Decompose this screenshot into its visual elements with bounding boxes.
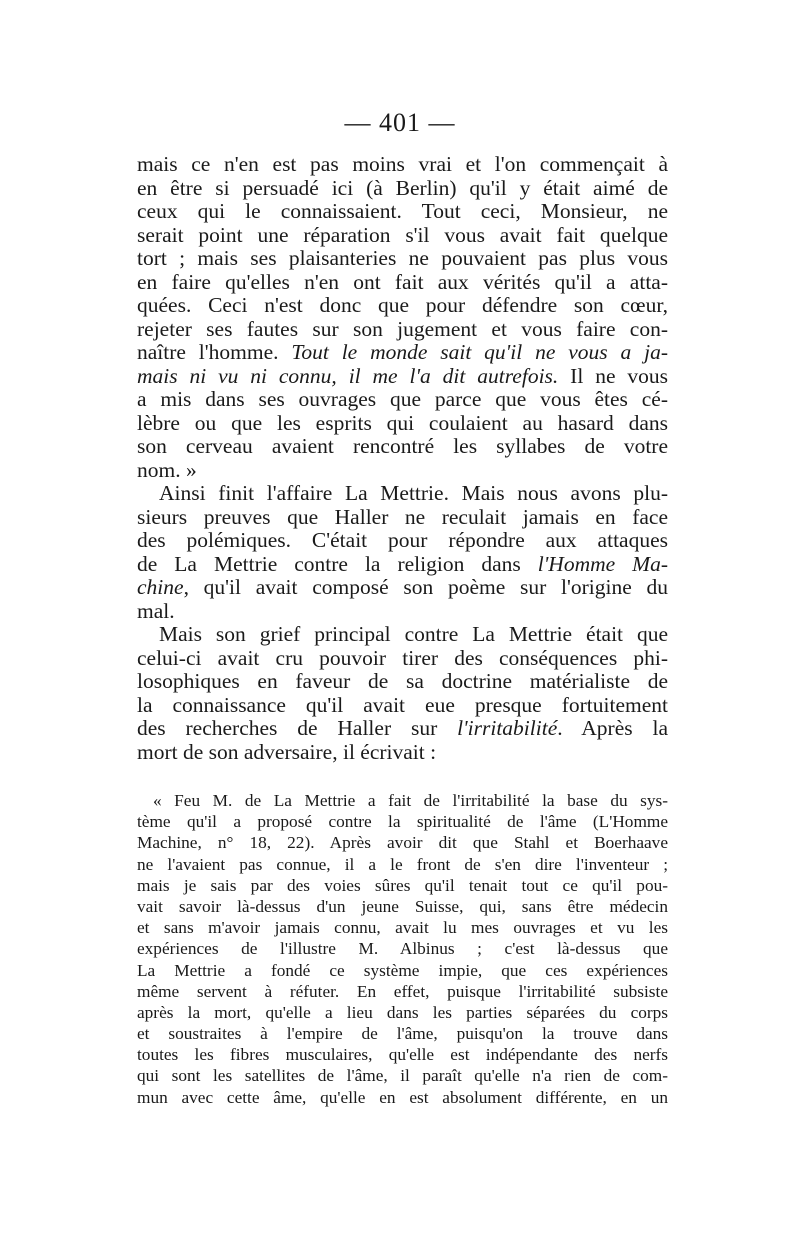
italic-text: chine [137,575,184,599]
text-line: en être si persuadé ici (à Berlin) qu'il y était aimé de [137,175,668,200]
text-line: a mis dans ses ouvrages que parce que vous êtes cé- [137,387,668,411]
italic-text: l'irritabilité [457,716,558,740]
text-segment: des recherches de Haller sur [137,716,458,740]
italic-text: mais ni vu ni connu, il me l'a dit autrefois. [137,363,559,388]
text-line: vait savoir là-dessus d'un jeune Suisse, qui, sans être médecin [137,896,668,916]
text-segment: Il ne vous [558,363,668,388]
text-line: après la mort, qu'elle a lieu dans les parties séparées du corps [137,1002,668,1022]
text-line: et soustraites à l'empire de l'âme, puisqu'on la trouve dans [137,1024,668,1044]
text-line: serait point une réparation s'il vous avait fait quelque [137,222,668,247]
text-line: ne l'avaient pas connue, il a le front de s'en dire l'inventeur ; [137,854,668,874]
text-segment: , qu'il avait composé son poème sur l'origine du [183,575,668,599]
text-line: en faire qu'elles n'en ont fait aux vérités qu'il a atta- [137,269,668,294]
text-line [137,576,668,600]
text-line: mun avec cette âme, qu'elle en est absolument différente, en un [137,1087,668,1107]
text-line: et sans m'avoir jamais connu, avait lu mes ouvrages et vu les [137,918,668,938]
text-line: Mais son grief principal contre La Mettrie était que [159,622,668,646]
text-line: celui-ci avait cru pouvoir tirer des conséquences phi- [137,645,668,670]
text-line: des polémiques. C'était pour répondre aux attaques [137,528,668,552]
text-line: Machine, n° 18, 22). Après avoir dit que Stahl et Boerhaave [137,833,668,853]
text-line: sieurs preuves que Haller ne reculait jamais en face [137,504,668,529]
text-line: lèbre ou que les esprits qui coulaient au hasard dans [137,410,668,435]
text-line: mal. [137,598,175,623]
text-line [137,341,668,365]
text-line: rejeter ses fautes sur son jugement et vous faire con- [137,316,668,341]
text-line: mais je sais par des voies sûres qu'il tenait tout ce qu'il pou- [137,875,668,895]
text-segment: naître l'homme. [137,340,292,364]
text-line: son cerveau avaient rencontré les syllabes de votre [137,434,668,458]
text-line [137,365,668,389]
text-segment: . Après la [557,716,668,740]
text-segment: de La Mettrie contre la religion dans [137,551,538,576]
italic-text: l'Homme Ma- [537,551,668,576]
text-line: qui sont les satellites de l'âme, il paraît qu'elle n'a rien de com- [137,1066,668,1086]
text-line: losophiques en faveur de sa doctrine matérialiste de [137,669,668,693]
text-line: la connaissance qu'il avait eue presque fortuitement [137,692,668,717]
text-line: toutes les fibres musculaires, qu'elle est indépendante des nerfs [137,1045,668,1065]
text-line [137,553,668,577]
block-quote [137,790,668,1108]
text-line: tème qu'il a proposé contre la spiritualité de l'âme (L'Homme [137,812,668,832]
text-line: expériences de l'illustre M. Albinus ; c'est là-dessus que [137,939,668,959]
text-line: nom. » [137,457,197,482]
paragraph-1 [137,153,668,482]
italic-text: Tout le monde sait qu'il ne vous a ja- [291,340,668,364]
page-number: — 401 — [344,108,456,137]
text-line: Ainsi finit l'affaire La Mettrie. Mais nous avons plu- [159,481,668,505]
text-line: ceux qui le connaissaient. Tout ceci, Monsieur, ne [137,199,668,223]
text-line: tort ; mais ses plaisanteries ne pouvaient pas plus vous [137,246,668,270]
paragraph-2 [137,482,668,623]
text-line: mort de son adversaire, il écrivait : [137,739,437,764]
paragraph-3 [137,623,668,764]
main-text [137,153,668,764]
text-line [137,717,668,741]
text-line: La Mettrie a fondé ce système impie, que ces expériences [137,960,668,980]
text-line: quées. Ceci n'est donc que pour défendre son cœur, [137,293,668,317]
text-line: même servent à réfuter. En effet, puisque l'irritabilité subsiste [137,981,668,1001]
text-line: mais ce n'en est pas moins vrai et l'on commençait à [137,152,668,176]
text-line: « Feu M. de La Mettrie a fait de l'irritabilité la base du sys- [153,791,668,810]
